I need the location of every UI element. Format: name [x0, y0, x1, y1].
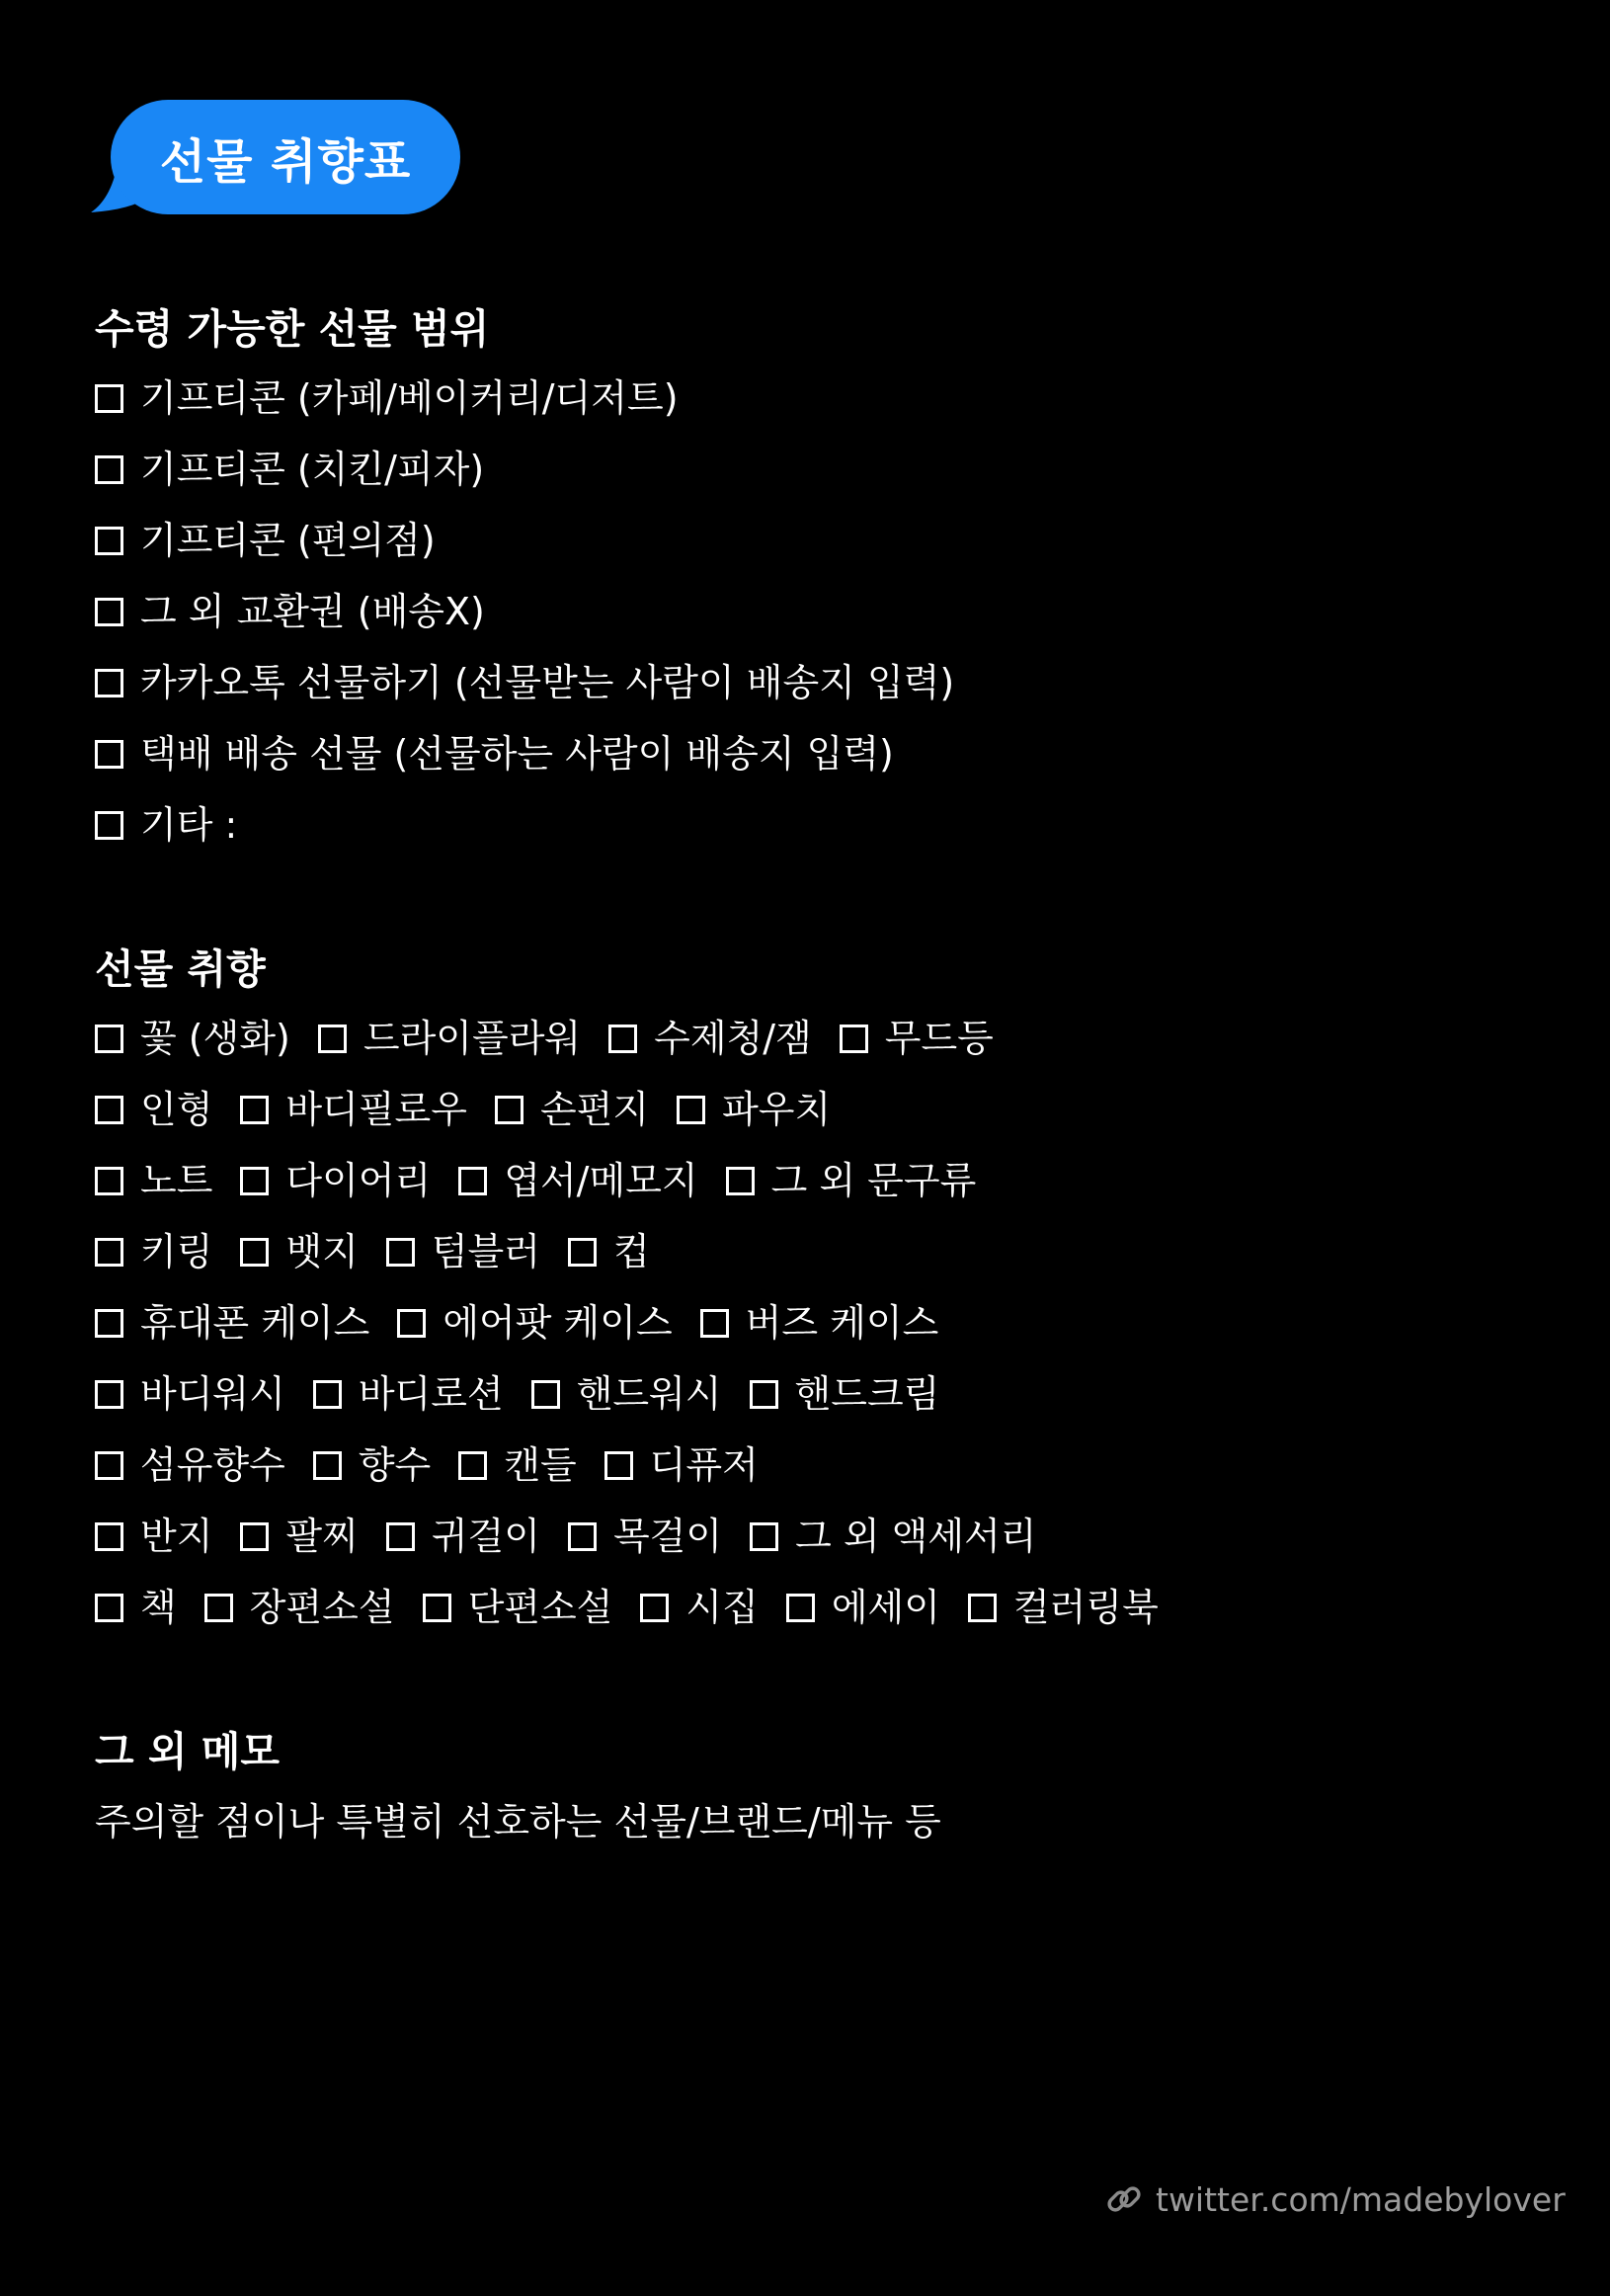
- taste-option[interactable]: [397, 1301, 673, 1345]
- checklist-label: 기프티콘 (치킨/피자): [140, 448, 485, 491]
- checkbox[interactable]: [240, 1167, 269, 1195]
- section-heading-memo: 그 외 메모: [95, 1728, 280, 1775]
- checkbox[interactable]: [386, 1238, 415, 1267]
- checklist-label: 책: [140, 1586, 177, 1629]
- checklist-label: 기타 :: [140, 803, 238, 847]
- checklist-label: 단편소설: [467, 1586, 613, 1629]
- taste-option[interactable]: [386, 1515, 540, 1558]
- checklist-label: 파우치: [722, 1088, 832, 1131]
- checklist-label: 바디워시: [140, 1372, 285, 1416]
- checklist-label: 컵: [612, 1230, 650, 1273]
- range-option[interactable]: [95, 376, 679, 420]
- checklist-label: 시집: [685, 1586, 759, 1629]
- checklist-label: 컬러링북: [1012, 1586, 1159, 1629]
- checklist-label: 그 외 액세서리: [795, 1515, 1037, 1558]
- checklist-label: 휴대폰 케이스: [140, 1301, 370, 1345]
- checkbox[interactable]: [95, 384, 123, 413]
- checkbox[interactable]: [240, 1096, 269, 1124]
- range-option[interactable]: [95, 519, 436, 562]
- checkbox[interactable]: [95, 1167, 123, 1195]
- taste-option[interactable]: [726, 1159, 977, 1202]
- checkbox[interactable]: [568, 1522, 597, 1551]
- taste-option[interactable]: [423, 1586, 613, 1629]
- taste-option[interactable]: [677, 1088, 832, 1131]
- memo-text: 주의할 점이나 특별히 선호하는 선물/브랜드/메뉴 등: [95, 1800, 941, 1844]
- checklist-label: 드라이플라워: [362, 1017, 582, 1060]
- taste-option[interactable]: [313, 1372, 504, 1416]
- taste-option[interactable]: [531, 1372, 722, 1416]
- taste-option[interactable]: [840, 1017, 994, 1060]
- checklist-label: 핸드워시: [576, 1372, 722, 1416]
- taste-option[interactable]: [204, 1586, 395, 1629]
- taste-row: [95, 1230, 678, 1273]
- range-line: [95, 448, 512, 491]
- checklist-label: 캔들: [504, 1443, 577, 1487]
- range-option[interactable]: [95, 448, 485, 491]
- checklist-label: 장편소설: [249, 1586, 395, 1629]
- taste-option[interactable]: [95, 1230, 213, 1273]
- taste-row: [95, 1017, 1021, 1060]
- taste-option[interactable]: [95, 1159, 213, 1202]
- taste-option[interactable]: [968, 1586, 1159, 1629]
- checklist-label: 카카오톡 선물하기 (선물받는 사람이 배송지 입력): [140, 661, 955, 704]
- taste-option[interactable]: [786, 1586, 940, 1629]
- checklist-label: 기프티콘 (편의점): [140, 519, 436, 562]
- footer-credit: [1104, 2179, 1566, 2219]
- range-line: [95, 519, 463, 562]
- section-heading-range: 수령 가능한 선물 범위: [95, 305, 490, 353]
- checkbox[interactable]: [640, 1594, 669, 1622]
- taste-option[interactable]: [604, 1443, 759, 1487]
- checklist-label: 버즈 케이스: [745, 1301, 939, 1345]
- checkbox[interactable]: [95, 1451, 123, 1480]
- checklist-label: 팔찌: [285, 1515, 359, 1558]
- checklist-label: 노트: [140, 1159, 213, 1202]
- checkbox[interactable]: [313, 1380, 342, 1409]
- taste-option[interactable]: [458, 1159, 698, 1202]
- taste-option[interactable]: [95, 1586, 177, 1629]
- taste-row: [95, 1586, 1186, 1629]
- checkbox[interactable]: [95, 527, 123, 555]
- checklist-label: 바디필로우: [285, 1088, 467, 1131]
- taste-option[interactable]: [640, 1586, 759, 1629]
- range-option[interactable]: [95, 661, 955, 704]
- checkbox[interactable]: [750, 1380, 778, 1409]
- checkbox[interactable]: [95, 1238, 123, 1267]
- taste-option[interactable]: [95, 1301, 370, 1345]
- taste-option[interactable]: [240, 1230, 359, 1273]
- checkbox[interactable]: [423, 1594, 451, 1622]
- checklist-label: 택배 배송 선물 (선물하는 사람이 배송지 입력): [140, 732, 894, 776]
- page-title: 선물 취향표: [159, 133, 412, 190]
- taste-option[interactable]: [750, 1515, 1037, 1558]
- checklist-label: 귀걸이: [431, 1515, 540, 1558]
- checkbox[interactable]: [750, 1522, 778, 1551]
- checklist-label: 섬유향수: [140, 1443, 285, 1487]
- checklist-label: 인형: [140, 1088, 213, 1131]
- section-heading-taste: 선물 취향: [95, 945, 266, 993]
- checkbox[interactable]: [95, 1594, 123, 1622]
- taste-row: [95, 1372, 967, 1416]
- checklist-label: 무드등: [884, 1017, 994, 1060]
- checklist-label: 반지: [140, 1515, 213, 1558]
- checklist-label: 목걸이: [612, 1515, 723, 1558]
- checkbox[interactable]: [700, 1309, 729, 1338]
- checkbox[interactable]: [204, 1594, 233, 1622]
- range-option[interactable]: [95, 803, 238, 847]
- range-line: [95, 376, 706, 420]
- checkbox[interactable]: [386, 1522, 415, 1551]
- checklist-label: 그 외 교환권 (배송X): [140, 590, 485, 633]
- checklist-label: 키링: [140, 1230, 213, 1273]
- taste-option[interactable]: [458, 1443, 577, 1487]
- taste-option[interactable]: [95, 1088, 213, 1131]
- checkbox[interactable]: [531, 1380, 560, 1409]
- checkbox[interactable]: [240, 1238, 269, 1267]
- range-option[interactable]: [95, 732, 894, 776]
- checklist-label: 뱃지: [285, 1230, 359, 1273]
- taste-option[interactable]: [495, 1088, 650, 1131]
- checklist-label: 향수: [358, 1443, 432, 1487]
- checkbox[interactable]: [677, 1096, 705, 1124]
- taste-option[interactable]: [318, 1017, 582, 1060]
- checklist-label: 에어팟 케이스: [443, 1301, 673, 1345]
- checkbox[interactable]: [313, 1451, 342, 1480]
- checkbox[interactable]: [95, 1380, 123, 1409]
- taste-row: [95, 1159, 1004, 1202]
- checkbox[interactable]: [95, 1025, 123, 1053]
- checkbox[interactable]: [968, 1594, 997, 1622]
- checkbox[interactable]: [95, 740, 123, 769]
- checkbox[interactable]: [495, 1096, 523, 1124]
- checkbox[interactable]: [604, 1451, 633, 1480]
- taste-option[interactable]: [568, 1515, 723, 1558]
- checkbox[interactable]: [95, 811, 123, 840]
- checkbox[interactable]: [840, 1025, 868, 1053]
- taste-option[interactable]: [750, 1372, 940, 1416]
- checklist-label: 손편지: [539, 1088, 650, 1131]
- checklist-label: 핸드크림: [794, 1372, 940, 1416]
- checkbox[interactable]: [95, 669, 123, 697]
- checkbox[interactable]: [726, 1167, 755, 1195]
- range-line: [95, 732, 922, 776]
- checkbox[interactable]: [318, 1025, 347, 1053]
- footer-link-text: twitter.com/madebylover: [1156, 2179, 1566, 2219]
- taste-option[interactable]: [568, 1230, 650, 1273]
- checkbox[interactable]: [458, 1451, 487, 1480]
- checklist-label: 수제청/잼: [654, 1017, 812, 1060]
- checklist-label: 바디로션: [358, 1372, 504, 1416]
- checklist-label: 디퓨저: [649, 1443, 759, 1487]
- checkbox[interactable]: [95, 598, 123, 626]
- checkbox[interactable]: [568, 1238, 597, 1267]
- checklist-label: 그 외 문구류: [770, 1159, 977, 1202]
- range-line: [95, 803, 265, 847]
- taste-option[interactable]: [608, 1017, 812, 1060]
- taste-option[interactable]: [240, 1159, 432, 1202]
- link-icon: [1104, 2179, 1144, 2219]
- taste-row: [95, 1443, 786, 1487]
- range-option[interactable]: [95, 590, 485, 633]
- taste-row: [95, 1301, 966, 1345]
- checklist-label: 다이어리: [285, 1159, 432, 1202]
- checkbox[interactable]: [95, 1522, 123, 1551]
- checkbox[interactable]: [397, 1309, 426, 1338]
- taste-option[interactable]: [700, 1301, 939, 1345]
- taste-option[interactable]: [95, 1372, 285, 1416]
- checkbox[interactable]: [95, 455, 123, 484]
- taste-option[interactable]: [386, 1230, 540, 1273]
- checkbox[interactable]: [608, 1025, 637, 1053]
- taste-option[interactable]: [313, 1443, 432, 1487]
- checkbox[interactable]: [95, 1309, 123, 1338]
- range-line: [95, 590, 513, 633]
- checklist-label: 꽃 (생화): [140, 1017, 290, 1060]
- taste-option[interactable]: [240, 1088, 467, 1131]
- checkbox[interactable]: [786, 1594, 815, 1622]
- checklist-label: 텀블러: [431, 1230, 540, 1273]
- checklist-label: 엽서/메모지: [504, 1159, 698, 1202]
- checkbox[interactable]: [95, 1096, 123, 1124]
- taste-option[interactable]: [95, 1443, 285, 1487]
- taste-option[interactable]: [95, 1017, 290, 1060]
- checkbox[interactable]: [458, 1167, 487, 1195]
- checklist-label: 에세이: [831, 1586, 940, 1629]
- checkbox[interactable]: [240, 1522, 269, 1551]
- taste-row: [95, 1515, 1065, 1558]
- taste-option[interactable]: [240, 1515, 359, 1558]
- range-line: [95, 661, 982, 704]
- taste-option[interactable]: [95, 1515, 213, 1558]
- checklist-label: 기프티콘 (카페/베이커리/디저트): [140, 376, 679, 420]
- taste-row: [95, 1088, 858, 1131]
- title-bubble: [111, 100, 460, 214]
